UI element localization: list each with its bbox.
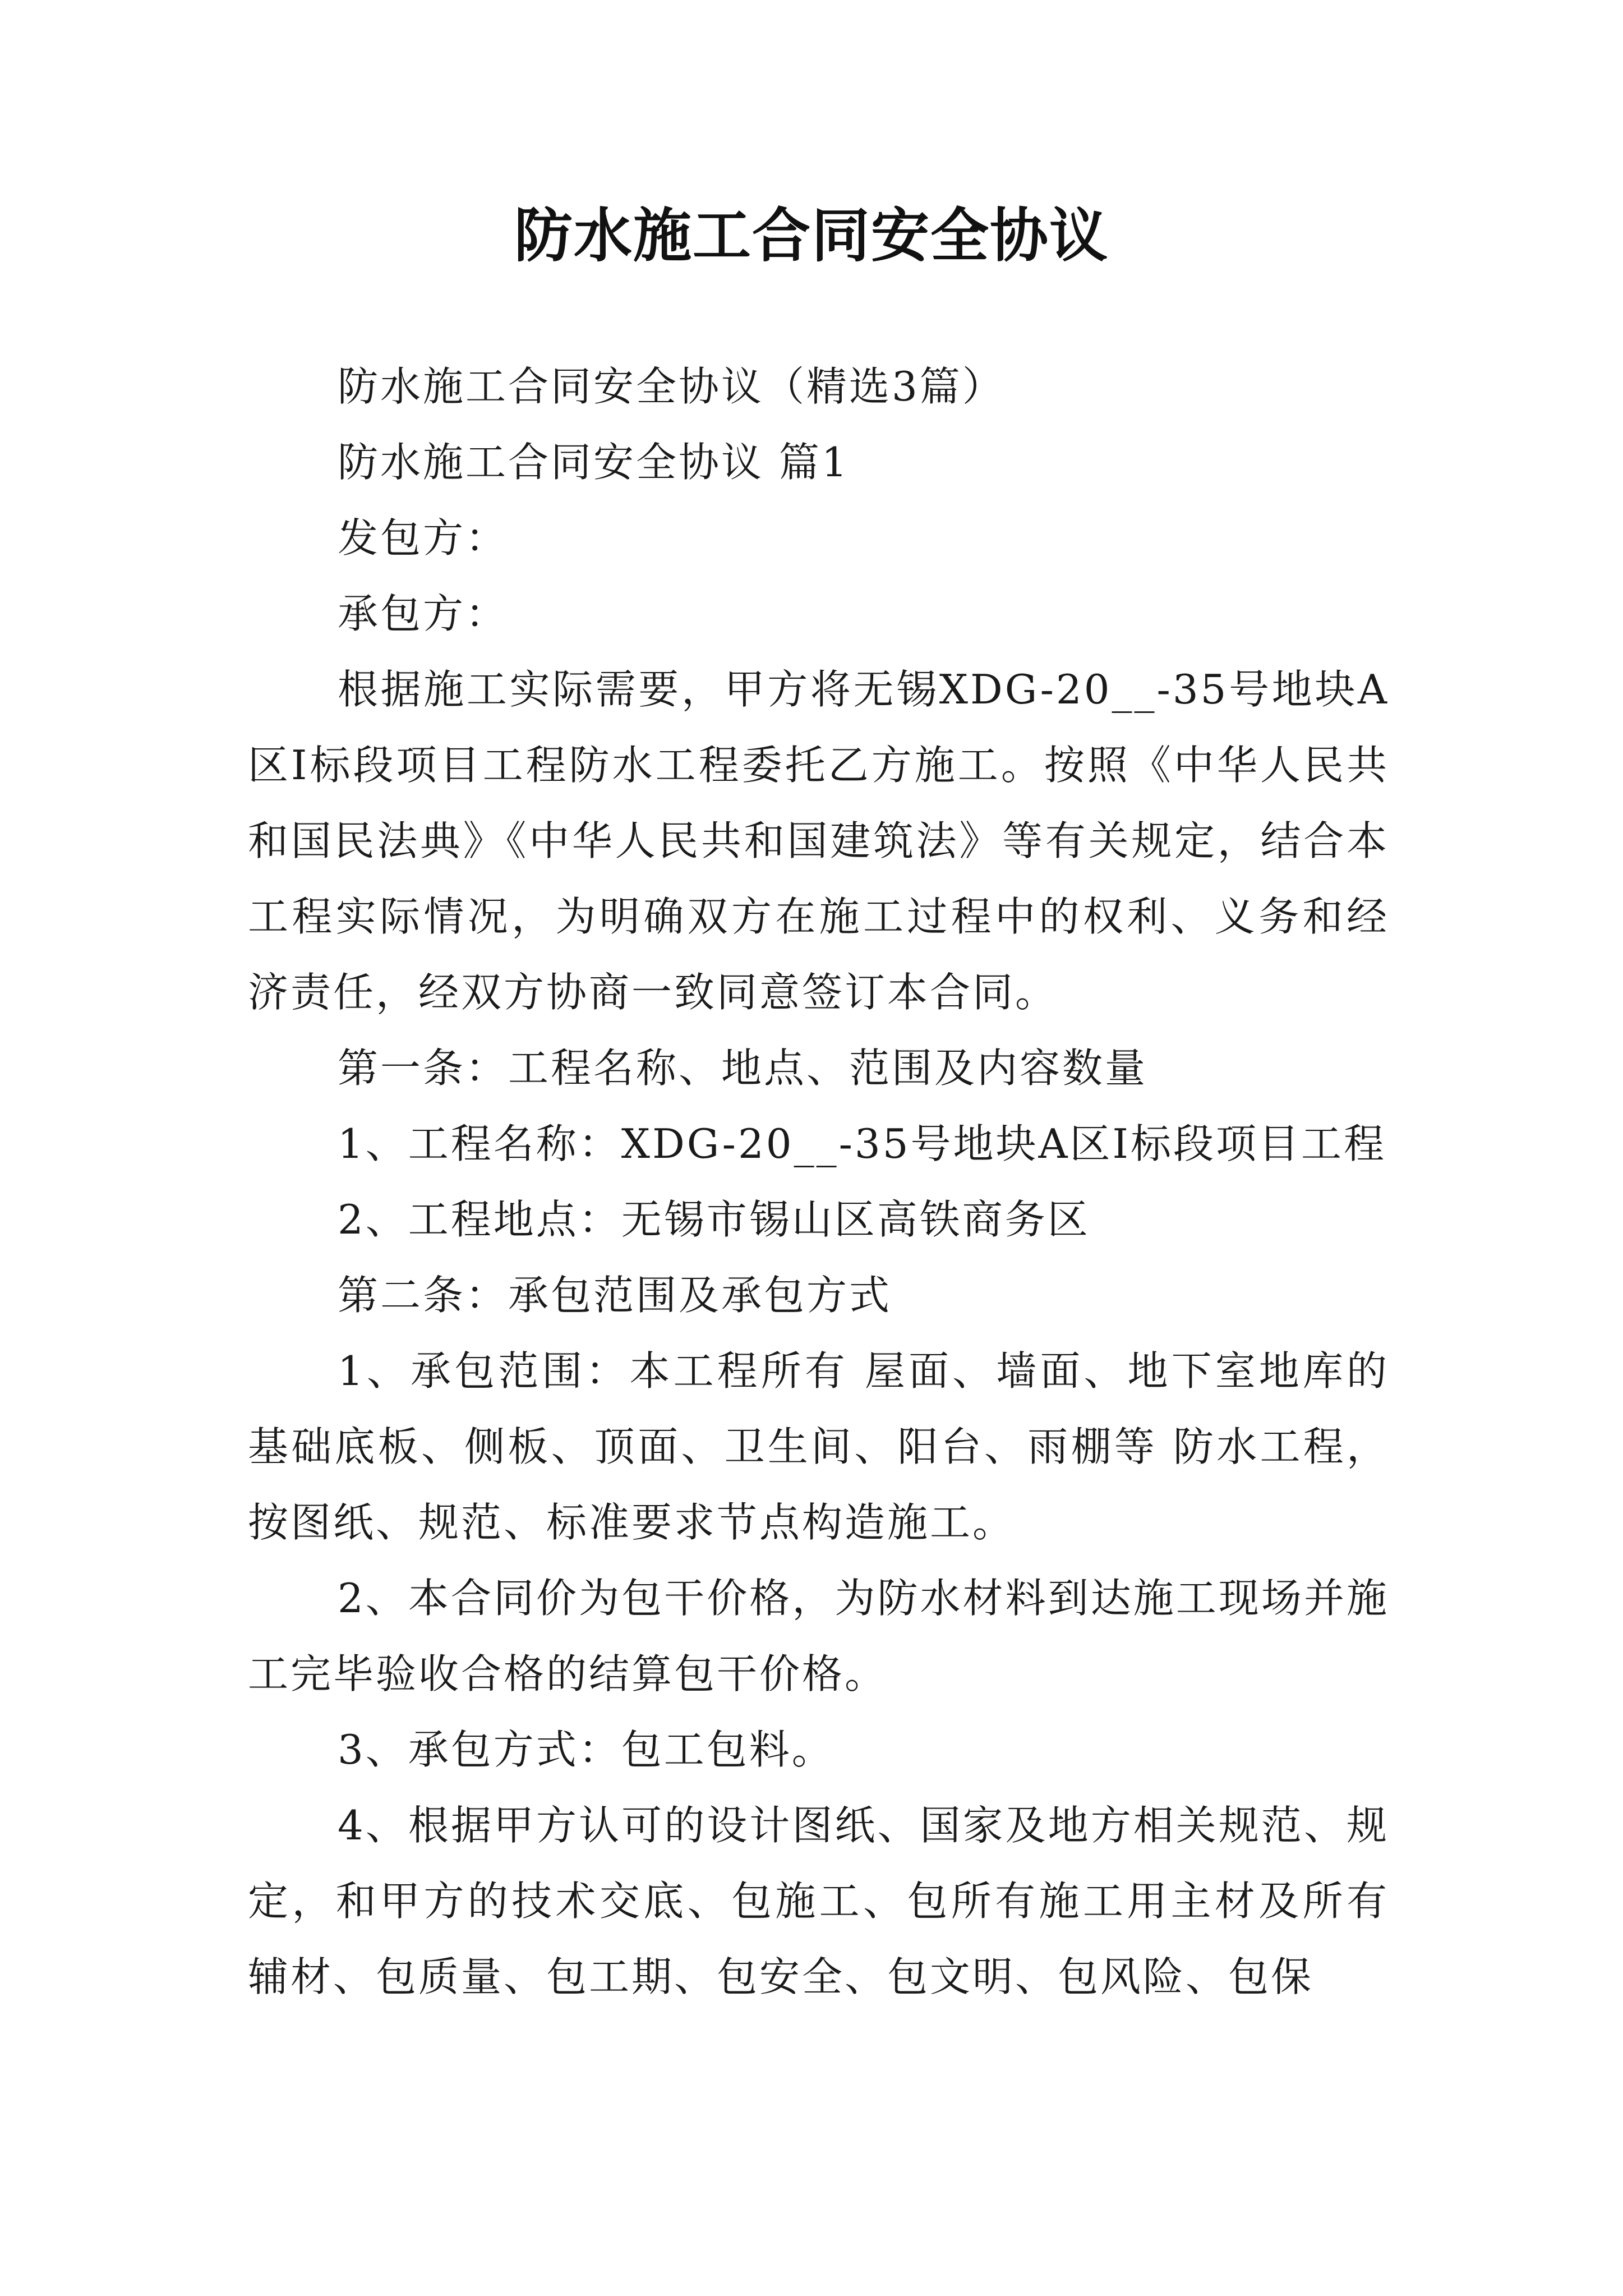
paragraph: 1、承包范围：本工程所有 屋面、墙面、地下室地库的基础底板、侧板、顶面、卫生间、阳台、雨棚等 防水工程，按图纸、规范、标准要求节点构造施工。	[248, 1347, 1389, 1546]
document-title: 防水施工合同安全协议	[514, 201, 1109, 270]
paragraph: 3、承包方式：包工包料。	[338, 1726, 834, 1773]
paragraph: 发包方：	[338, 514, 509, 562]
paragraph: 防水施工合同安全协议 篇1	[338, 439, 850, 486]
paragraph: 防水施工合同安全协议（精选3篇）	[338, 363, 1005, 410]
paragraph: 第一条：工程名称、地点、范围及内容数量	[338, 1045, 1148, 1092]
paragraph: 4、根据甲方认可的设计图纸、国家及地方相关规范、规定，和甲方的技术交底、包施工、包所有施工用主材及所有辅材、包质量、包工期、包安全、包文明、包风险、包保	[248, 1802, 1389, 2000]
document-body	[248, 349, 1389, 2015]
paragraph: 承包方：	[338, 590, 509, 637]
paragraph: 第二条：承包范围及承包方式	[338, 1272, 892, 1319]
paragraph: 根据施工实际需要，甲方将无锡XDG-20__-35号地块A区Ⅰ标段项目工程防水工程委托乙方施工。按照《中华人民共和国民法典》《中华人民共和国建筑法》等有关规定，结合本工程实际情况，为明确双方在施工过程中的权利、义务和经济责任，经双方协商一致同意签订本合同。	[248, 666, 1389, 1016]
paragraph: 1、工程名称：XDG-20__-35号地块A区Ⅰ标段项目工程	[338, 1120, 1386, 1167]
paragraph: 2、本合同价为包干价格，为防水材料到达施工现场并施工完毕验收合格的结算包干价格。	[248, 1575, 1389, 1697]
paragraph: 2、工程地点：无锡市锡山区高铁商务区	[338, 1196, 1090, 1243]
